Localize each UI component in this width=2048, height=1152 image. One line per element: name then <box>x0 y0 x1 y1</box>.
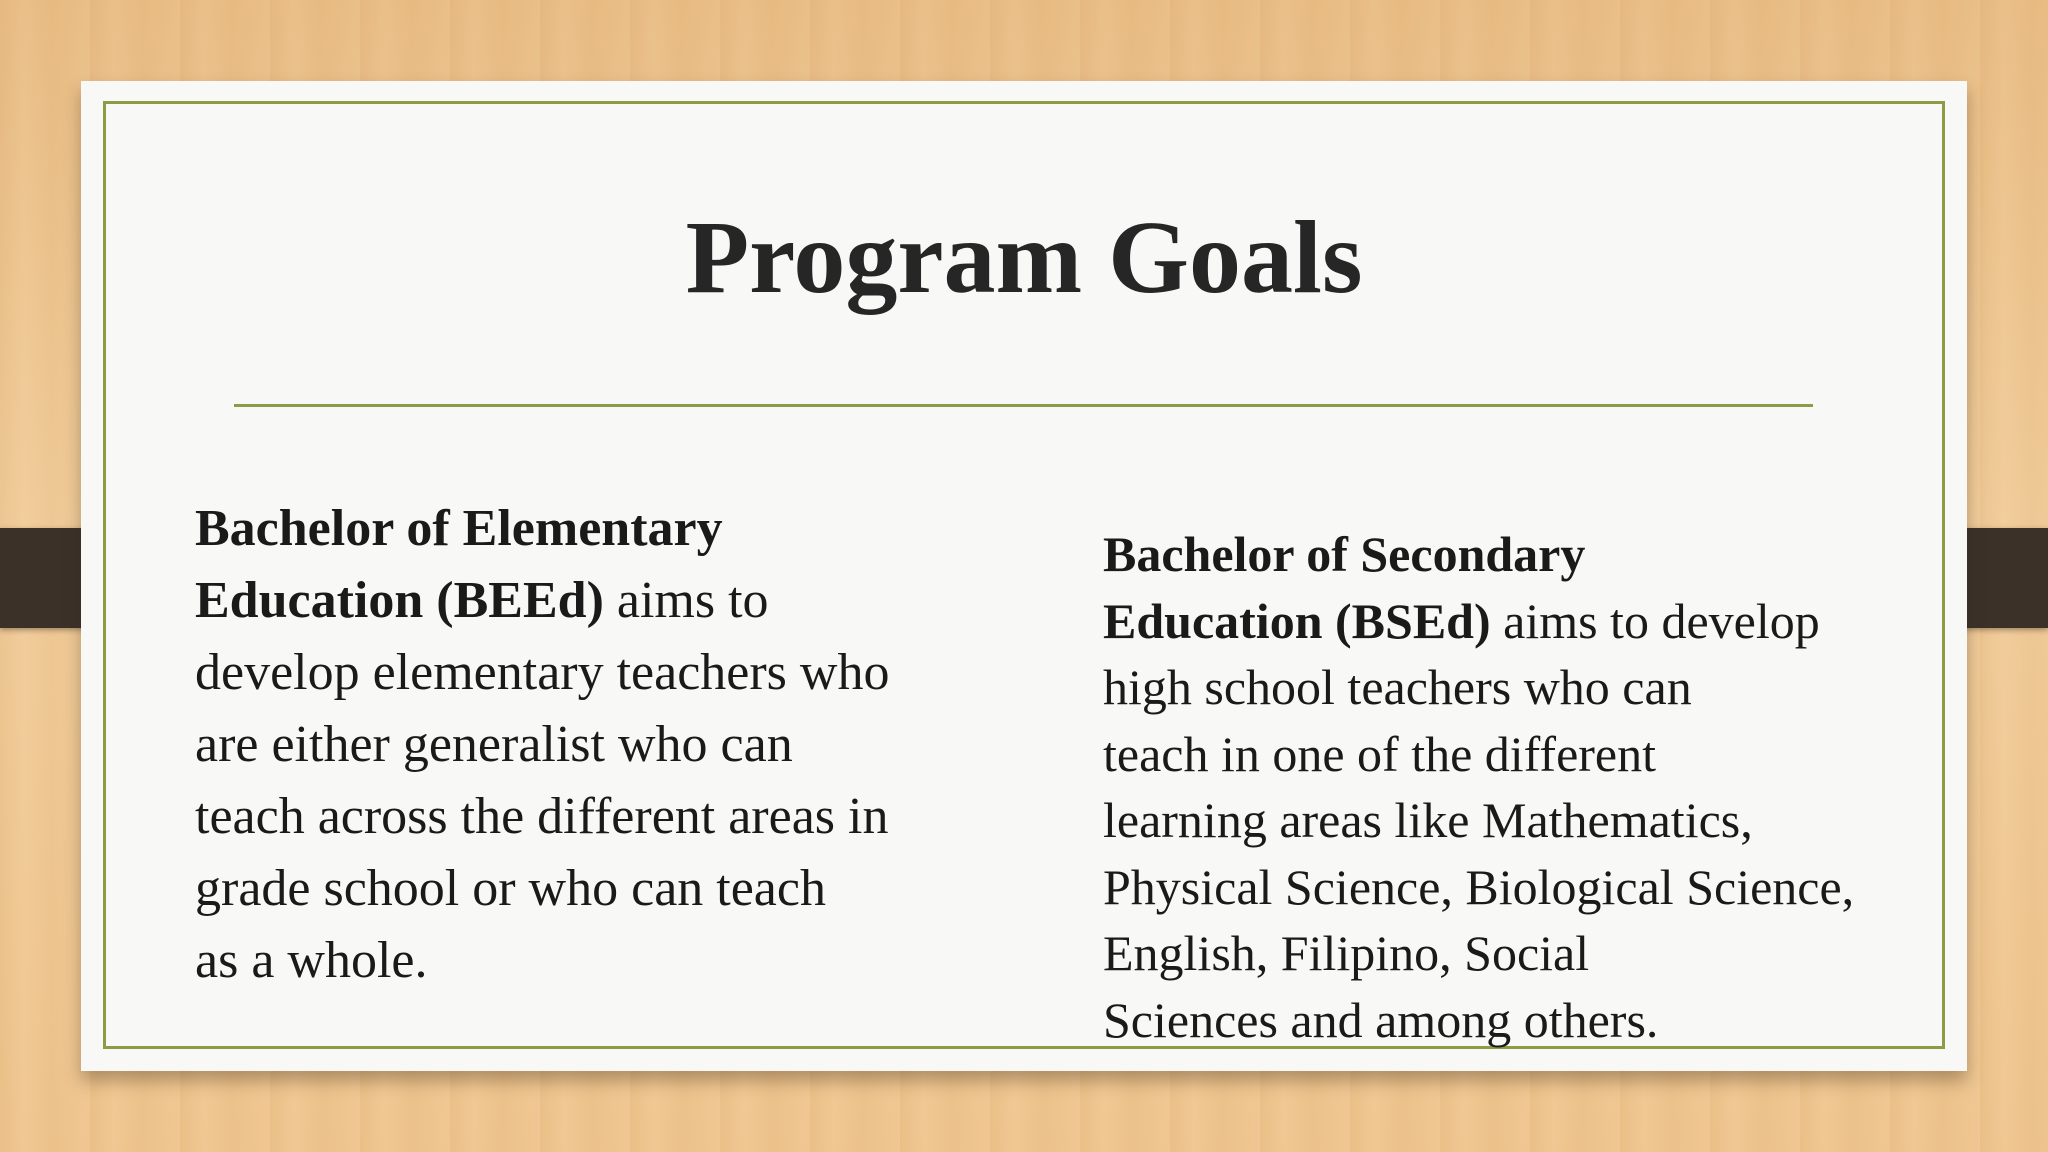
beed-line <box>195 709 889 781</box>
bsed-line-text: Physical Science, Biological Science, <box>1103 858 1855 915</box>
beed-line <box>195 853 889 925</box>
beed-line-text: develop elementary teachers who <box>195 644 890 701</box>
beed-line <box>195 565 889 637</box>
slide-card <box>81 81 1967 1071</box>
slide-title: Program Goals <box>685 200 1363 315</box>
beed-line-text: as a whole. <box>195 932 428 989</box>
beed-line-text: teach across the different areas in <box>195 788 889 845</box>
beed-line-text: are either generalist who can <box>195 716 793 773</box>
beed-text-block <box>195 493 889 997</box>
beed-line <box>195 925 889 997</box>
beed-line-bold: Bachelor of Elementary <box>195 500 723 557</box>
bsed-line <box>1103 920 1854 987</box>
bsed-line <box>1103 787 1854 854</box>
bsed-line-bold: Bachelor of Secondary <box>1103 526 1586 582</box>
bsed-line <box>1103 588 1854 655</box>
bsed-line-text: Sciences and among others. <box>1103 991 1659 1048</box>
beed-line-bold: Education (BEEd) <box>195 572 604 629</box>
beed-line <box>195 637 889 709</box>
beed-line <box>195 781 889 853</box>
bsed-line-text: aims to develop <box>1490 592 1820 649</box>
bsed-line-text: English, Filipino, Social <box>1103 925 1590 981</box>
beed-line-text: aims to <box>603 572 769 629</box>
beed-line-text: grade school or who can teach <box>195 860 826 917</box>
bsed-line <box>1103 654 1854 721</box>
bsed-line <box>1103 854 1854 921</box>
bsed-line-text: high school teachers who can <box>1103 659 1692 715</box>
bsed-text-block <box>1103 521 1854 1053</box>
bsed-line-bold: Education (BSEd) <box>1103 592 1491 649</box>
beed-line <box>195 493 889 565</box>
bsed-line <box>1103 721 1854 788</box>
bsed-line-text: teach in one of the different <box>1103 725 1657 782</box>
bsed-line <box>1103 987 1854 1054</box>
title-divider <box>234 404 1813 407</box>
bsed-line-text: learning areas like Mathematics, <box>1103 792 1753 848</box>
bsed-line <box>1103 521 1854 588</box>
